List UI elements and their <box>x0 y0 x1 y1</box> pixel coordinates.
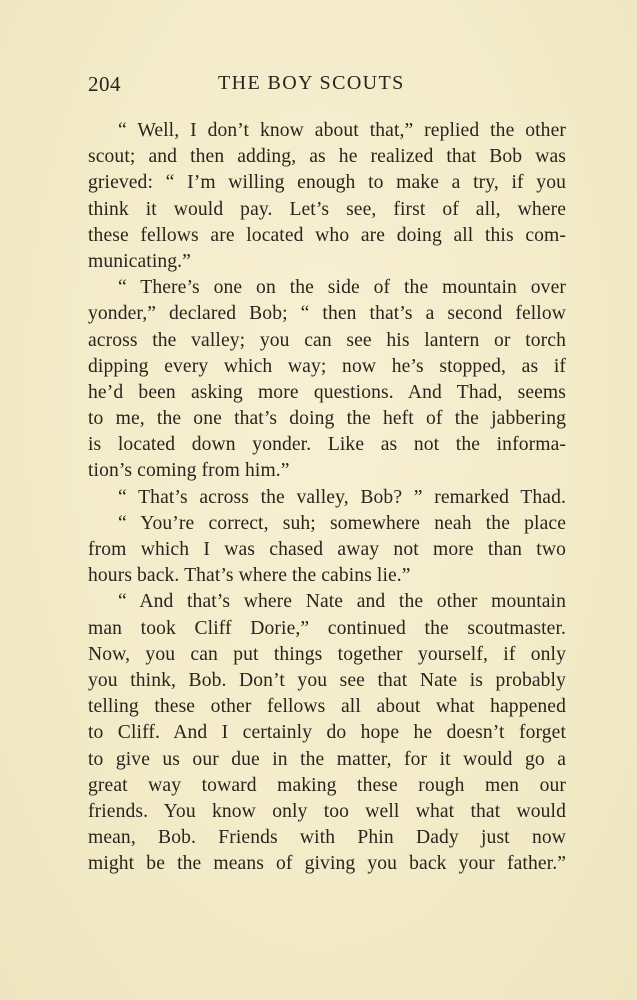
text-line: is located down yonder. Like as not the informa- <box>88 434 566 456</box>
text-line: man took Cliff Dorie,” continued the scoutmaster. <box>88 617 566 639</box>
text-line: grieved: “ I’m willing enough to make a try, if you <box>88 172 566 194</box>
text-line: think it would pay. Let’s see, first of all, where <box>88 198 566 220</box>
text-line: scout; and then adding, as he realized that Bob was <box>88 146 566 168</box>
text-line: telling these other fellows all about what happened <box>88 696 566 718</box>
text-line: hours back. That’s where the cabins lie.” <box>88 565 411 587</box>
text-line: “ That’s across the valley, Bob? ” remarked Thad. <box>118 486 566 508</box>
text-line: tion’s coming from him.” <box>88 460 290 482</box>
text-line: friends. You know only too well what that would <box>88 800 566 822</box>
page-header <box>88 72 565 104</box>
text-line: yonder,” declared Bob; “ then that’s a second fellow <box>88 303 566 325</box>
text-line: from which I was chased away not more than two <box>88 539 566 560</box>
text-line: “ You’re correct, suh; somewhere neah the place <box>118 512 566 534</box>
text-line: to Cliff. And I certainly do hope he doesn’t forget <box>88 722 566 744</box>
text-line: great way toward making these rough men our <box>88 774 566 796</box>
text-line: to give us our due in the matter, for it would go a <box>88 748 566 770</box>
page-number: 204 <box>88 72 121 96</box>
text-line: he’d been asking more questions. And Thad, seems <box>88 381 566 403</box>
text-line: mean, Bob. Friends with Phin Dady just now <box>88 827 566 849</box>
text-line: to me, the one that’s doing the heft of the jabbering <box>88 408 566 430</box>
text-line: Now, you can put things together yourself, if only <box>88 643 566 665</box>
text-line: “ There’s one on the side of the mountain over <box>118 277 566 299</box>
body-text <box>88 118 566 877</box>
text-line: across the valley; you can see his lantern or torch <box>88 329 566 351</box>
text-line: might be the means of giving you back your father.” <box>88 853 566 875</box>
text-line: you think, Bob. Don’t you see that Nate is probably <box>88 669 566 691</box>
running-head: THE BOY SCOUTS <box>218 72 405 94</box>
text-line: these fellows are located who are doing all this com- <box>88 224 566 246</box>
text-line: dipping every which way; now he’s stopped, as if <box>88 355 566 377</box>
text-line: municating.” <box>88 250 191 272</box>
text-line: “ Well, I don’t know about that,” replied the other <box>118 120 566 141</box>
text-line: “ And that’s where Nate and the other mountain <box>118 591 566 613</box>
